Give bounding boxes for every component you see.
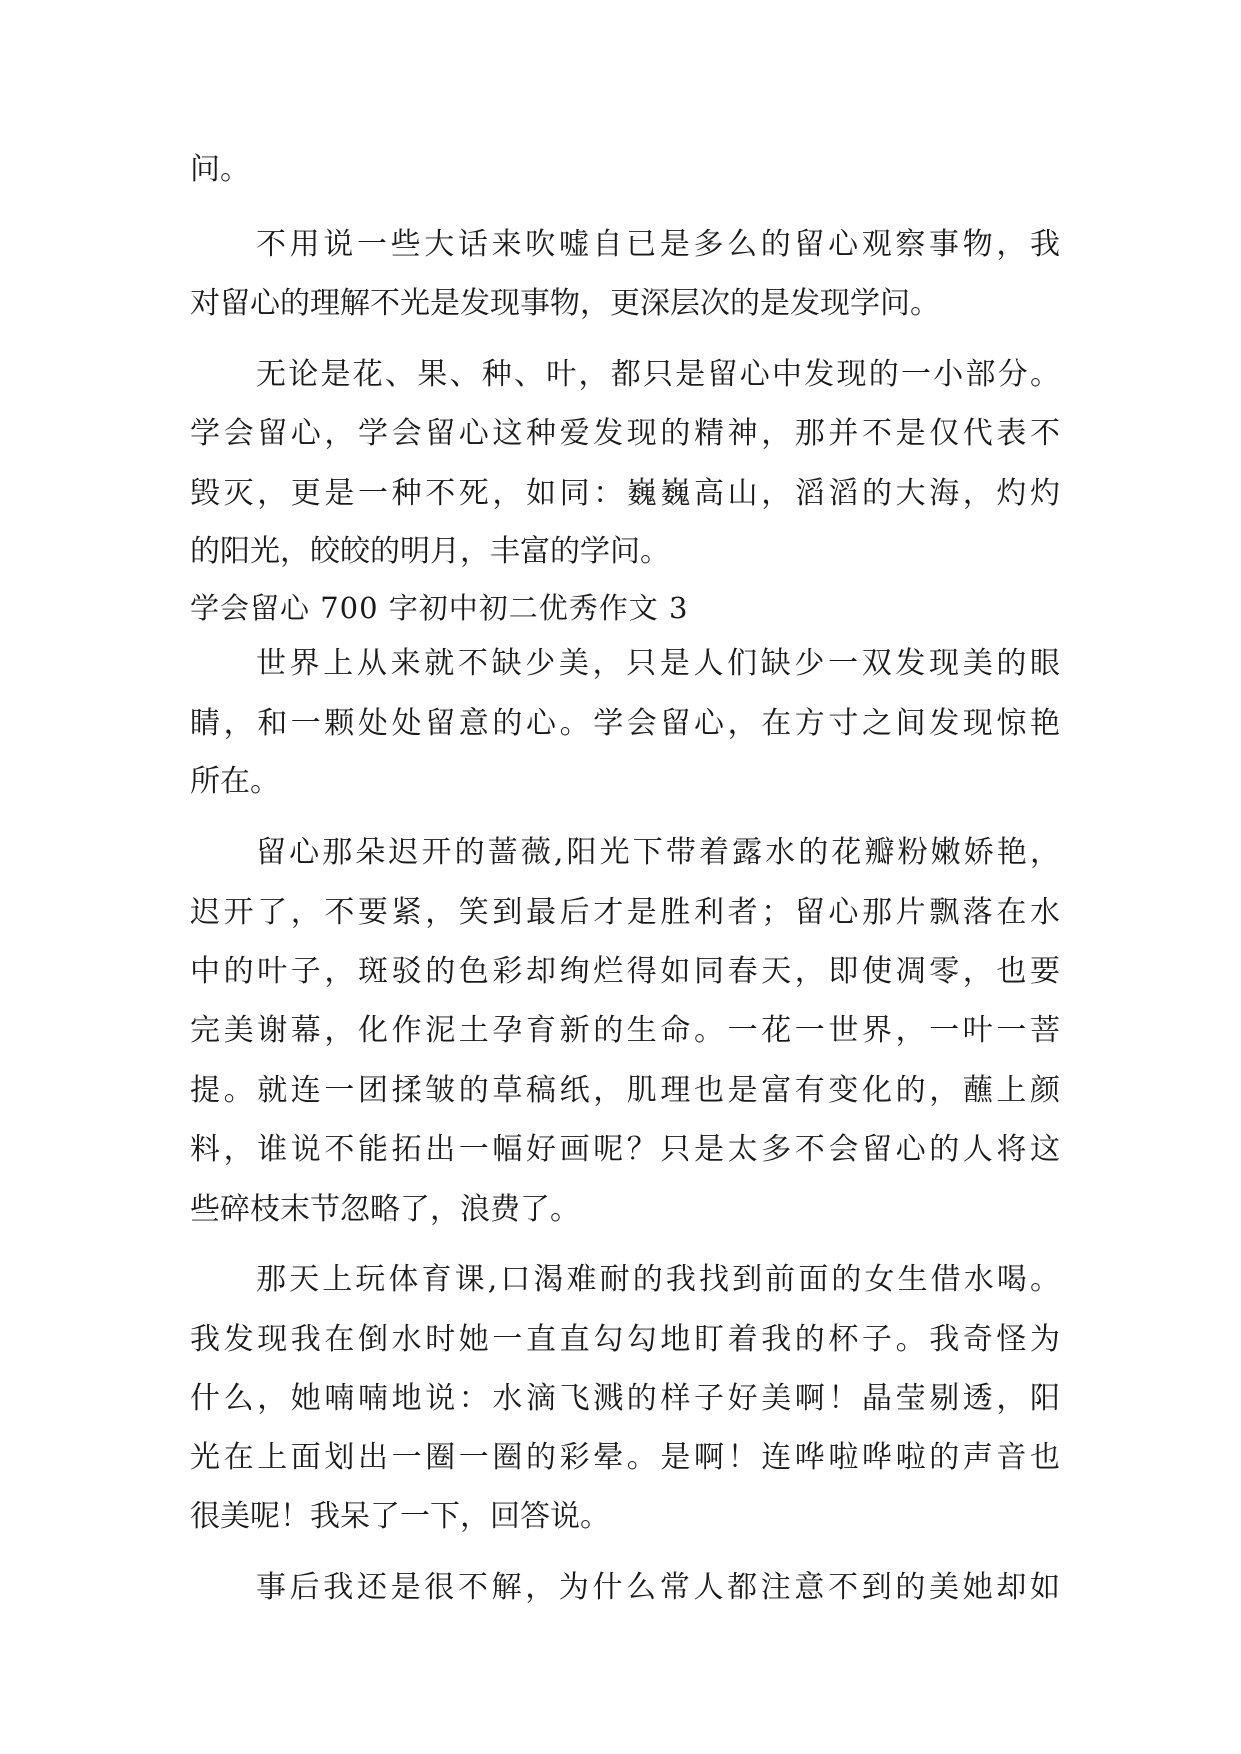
paragraph-line: 提。就连一团揉皱的草稿纸，肌理也是富有变化的，蘸上颜 [190, 1073, 1060, 1108]
paragraph-line: 世界上从来就不缺少美，只是人们缺少一双发现美的眼 [256, 646, 1060, 681]
paragraph-line: 我发现我在倒水时她一直直勾勾地盯着我的杯子。我奇怪为 [190, 1322, 1060, 1357]
paragraph-line: 那天上玩体育课,口渴难耐的我找到前面的女生借水喝。 [256, 1262, 1060, 1297]
paragraph-line: 迟开了，不要紧，笑到最后才是胜利者；留心那片飘落在水 [190, 895, 1060, 930]
paragraph-line: 的阳光，皎皎的明月，丰富的学问。 [190, 534, 670, 569]
paragraph-line: 些碎枝末节忽略了，浪费了。 [190, 1192, 580, 1227]
paragraph-line: 什么，她喃喃地说：水滴飞溅的样子好美啊！晶莹剔透，阳 [190, 1381, 1060, 1416]
paragraph-line: 对留心的理解不光是发现事物，更深层次的是发现学问。 [190, 286, 940, 321]
paragraph-line: 不用说一些大话来吹嘘自已是多么的留心观察事物，我 [256, 227, 1060, 262]
paragraph-line: 光在上面划出一圈一圈的彩晕。是啊！连哗啦哗啦的声音也 [190, 1440, 1060, 1475]
paragraph-line: 所在。 [190, 764, 280, 799]
paragraph-line: 睛，和一颗处处留意的心。学会留心，在方寸之间发现惊艳 [190, 706, 1060, 741]
paragraph-line: 毁灭，更是一种不死，如同：巍巍高山，滔滔的大海，灼灼 [190, 476, 1060, 511]
paragraph-line: 很美呢！我呆了一下，回答说。 [190, 1499, 610, 1534]
paragraph-line: 完美谢幕，化作泥土孕育新的生命。一花一世界，一叶一菩 [190, 1013, 1060, 1048]
paragraph-line: 无论是花、果、种、叶，都只是留心中发现的一小部分。 [256, 357, 1060, 392]
section-heading: 学会留心 700 字初中初二优秀作文 3 [190, 591, 689, 625]
paragraph-line: 学会留心，学会留心这种爱发现的精神，那并不是仅代表不 [190, 416, 1060, 451]
paragraph-line: 料，谁说不能拓出一幅好画呢？只是太多不会留心的人将这 [190, 1132, 1060, 1167]
paragraph-line: 问。 [190, 152, 250, 187]
paragraph-line: 留心那朵迟开的蔷薇,阳光下带着露水的花瓣粉嫩娇艳， [256, 835, 1060, 870]
paragraph-line: 事后我还是很不解，为什么常人都注意不到的美她却如 [256, 1570, 1060, 1605]
paragraph-line: 中的叶子，斑驳的色彩却绚烂得如同春天，即使凋零，也要 [190, 954, 1060, 989]
